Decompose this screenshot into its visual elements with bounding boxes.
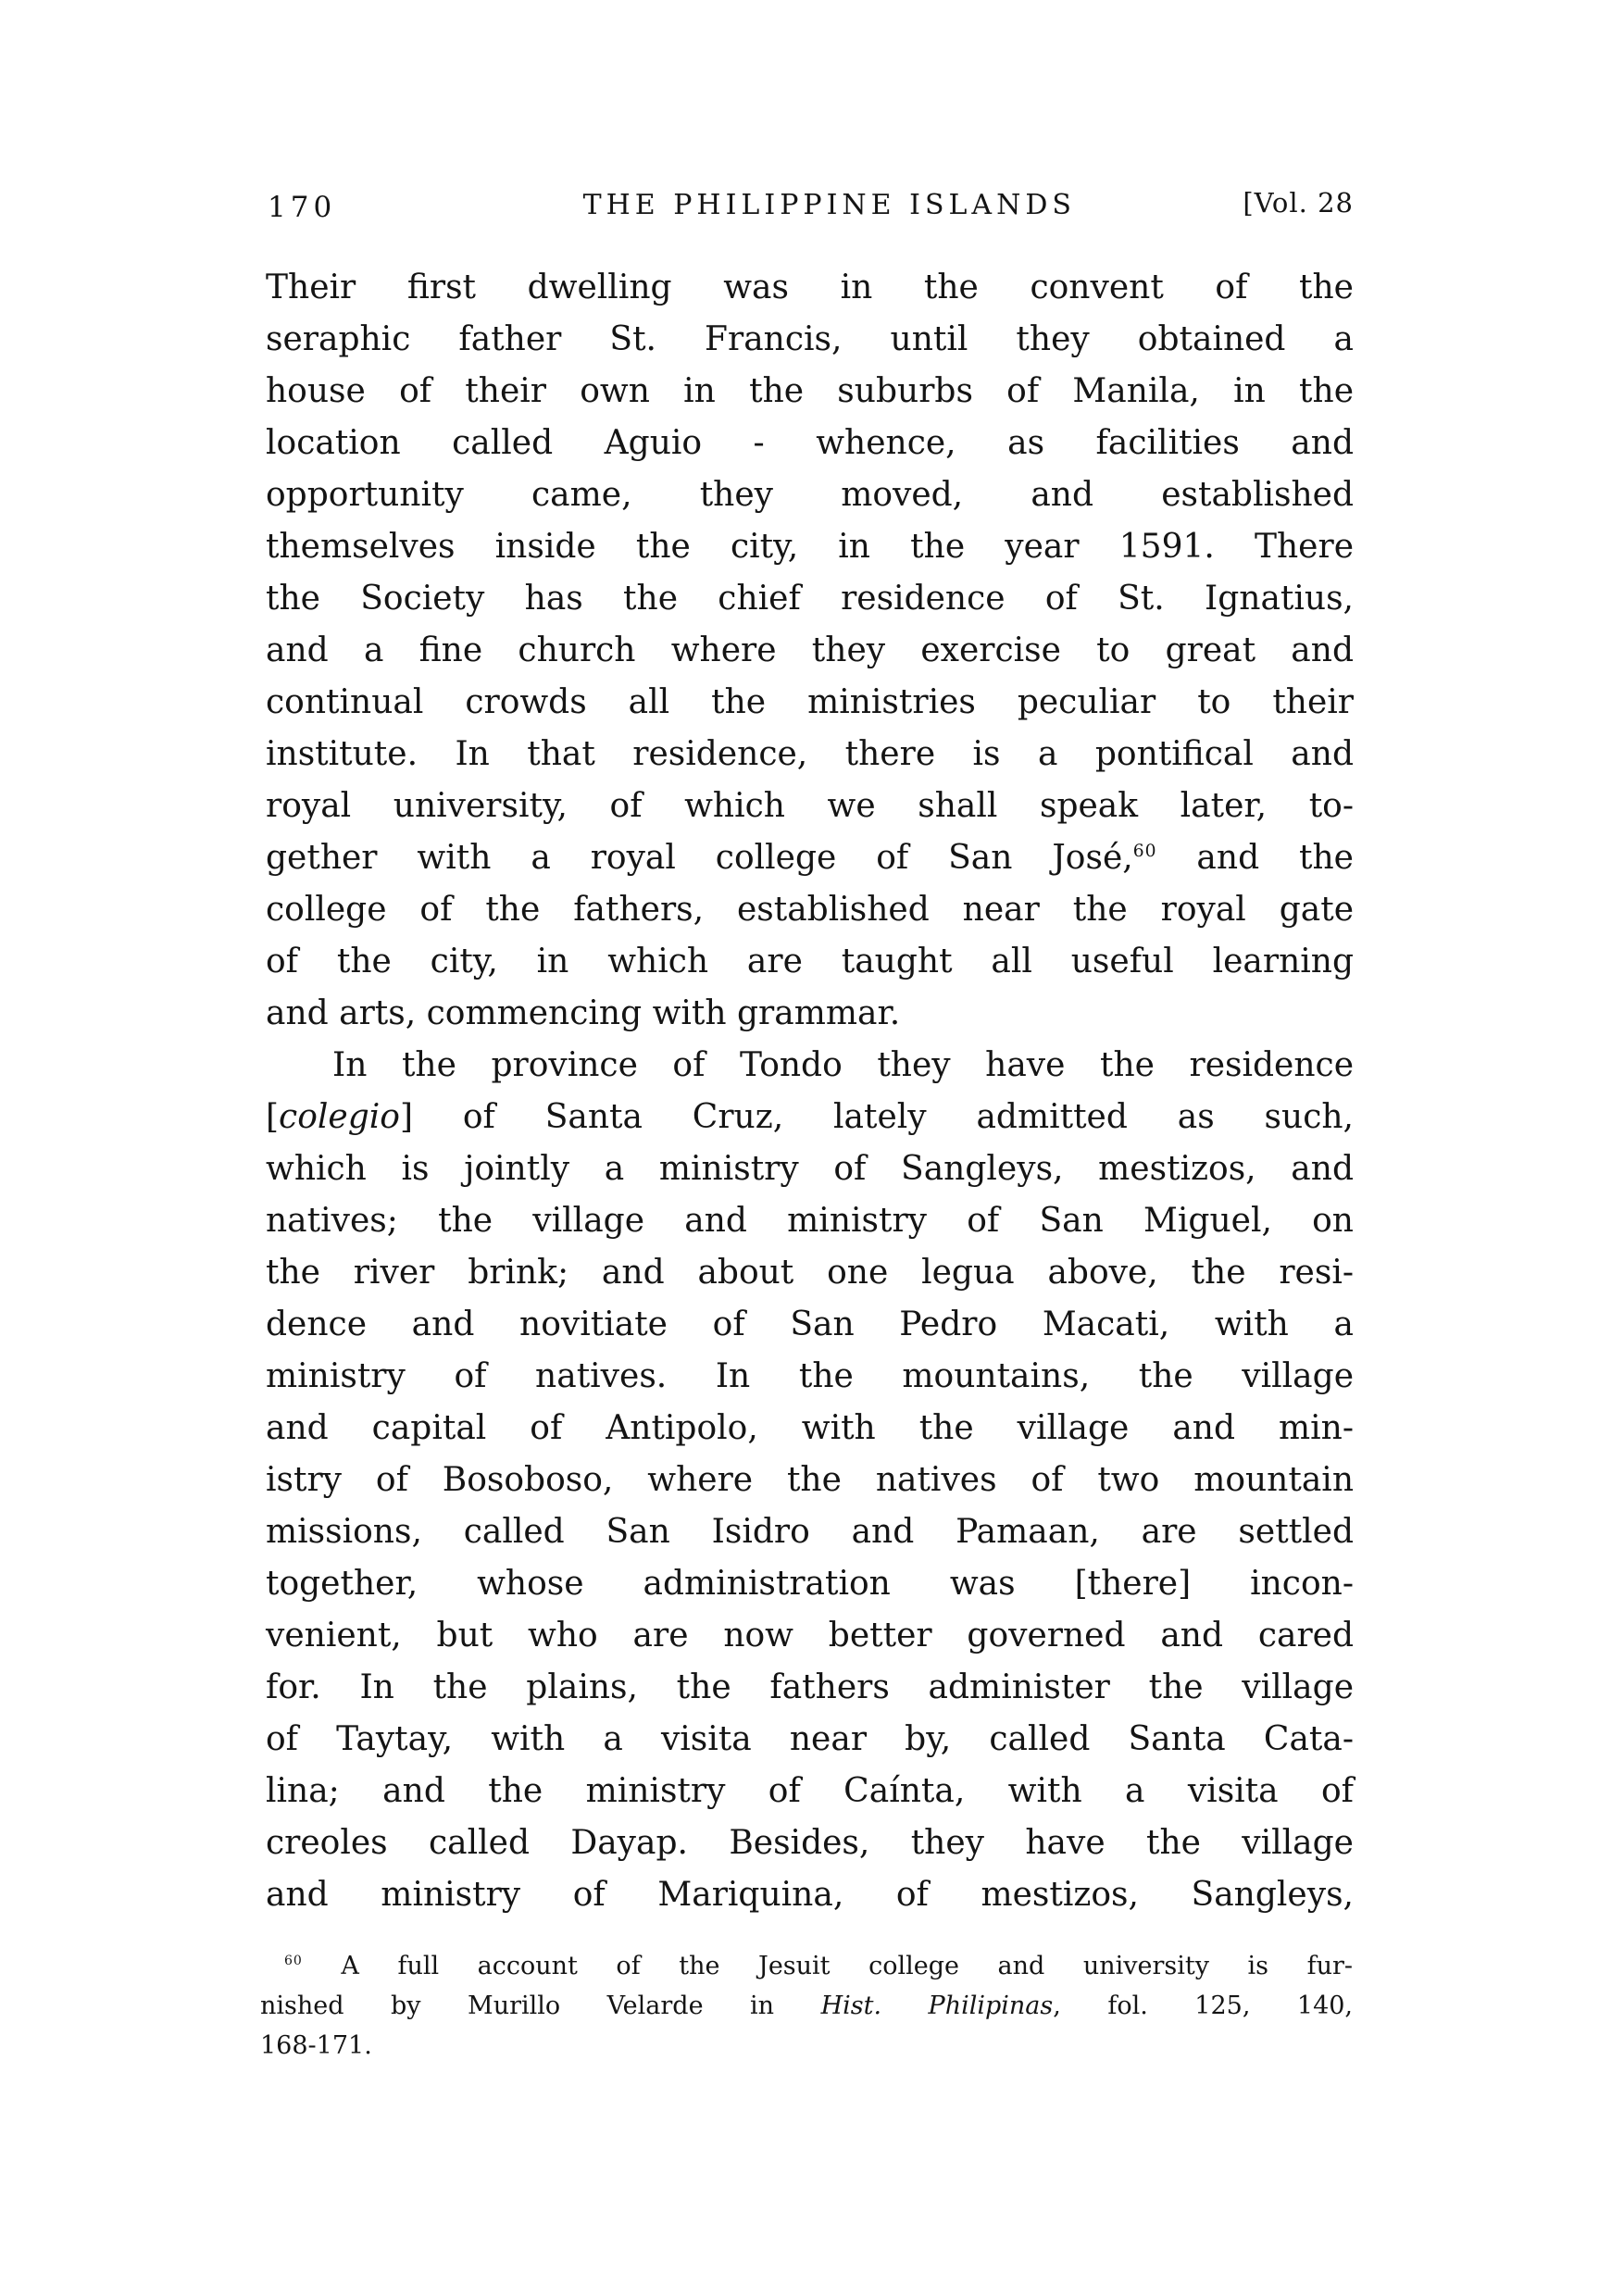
body-text xyxy=(266,262,1354,1921)
footnote xyxy=(260,1946,1353,2066)
text-line xyxy=(266,1351,1354,1403)
text-line xyxy=(266,1506,1354,1558)
text-line xyxy=(266,1610,1354,1662)
text-line xyxy=(266,1299,1354,1351)
text-line xyxy=(266,988,1354,1040)
text-segment: and arts, commencing with grammar. xyxy=(266,994,901,1032)
text-segment: and a fine church where they exercise to great and xyxy=(266,631,1354,669)
text-segment: which is jointly a ministry of Sangleys, mestizos, and xyxy=(266,1150,1354,1188)
text-line xyxy=(266,1455,1354,1506)
text-line xyxy=(266,366,1354,418)
text-line xyxy=(266,1558,1354,1610)
footnote-marker: 60 xyxy=(284,1954,303,1968)
text-line xyxy=(266,832,1354,884)
text-segment: themselves inside the city, in the year 1591. There xyxy=(266,528,1354,566)
text-segment: location called Aguio - whence, as facilities and xyxy=(266,424,1354,462)
text-segment: A full account of the Jesuit college and university is fur- xyxy=(302,1952,1353,1980)
text-line xyxy=(266,1092,1354,1143)
text-segment: seraphic father St. Francis, until they obtained a xyxy=(266,320,1354,358)
text-segment: dence and novitiate of San Pedro Macati, with a xyxy=(266,1305,1354,1343)
text-segment: , fol. 125, 140, xyxy=(1053,1992,1354,2020)
text-line xyxy=(266,780,1354,832)
text-segment: gether with a royal college of San José, xyxy=(266,839,1133,877)
text-segment: the Society has the chief residence of St. Ignatius, xyxy=(266,580,1354,618)
italic-text: colegio xyxy=(279,1098,400,1136)
text-line xyxy=(266,1714,1354,1766)
text-line xyxy=(266,625,1354,677)
page-header xyxy=(266,185,1354,230)
text-segment: the river brink; and about one legua above, the resi- xyxy=(266,1254,1354,1292)
text-segment: and capital of Antipolo, with the village and min- xyxy=(266,1409,1354,1447)
text-segment: royal university, of which we shall speak later, to- xyxy=(266,787,1354,825)
text-segment: [ xyxy=(266,1098,280,1136)
text-segment: together, whose administration was [there] incon- xyxy=(266,1565,1354,1603)
text-line xyxy=(266,1040,1354,1092)
text-line xyxy=(266,1195,1354,1247)
text-segment: college of the fathers, established near the royal gate xyxy=(266,891,1354,929)
text-segment: for. In the plains, the fathers administer the village xyxy=(266,1668,1354,1706)
footnote-line xyxy=(260,2026,1353,2066)
text-segment: venient, but who are now better governed and cared xyxy=(266,1617,1354,1654)
text-segment: of the city, in which are taught all useful learning xyxy=(266,943,1354,980)
text-segment: house of their own in the suburbs of Manila, in the xyxy=(266,372,1354,410)
text-segment: In the province of Tondo they have the residence xyxy=(332,1046,1354,1084)
text-segment: missions, called San Isidro and Pamaan, are settled xyxy=(266,1513,1354,1551)
text-line xyxy=(266,521,1354,573)
footnote-marker: 60 xyxy=(1132,842,1157,861)
footnote-line xyxy=(260,1986,1353,2026)
volume-label: [Vol. 28 xyxy=(1243,187,1354,219)
text-segment: 168-171. xyxy=(260,2031,372,2060)
text-segment: ] of Santa Cruz, lately admitted as such, xyxy=(399,1098,1354,1136)
footnote-line xyxy=(260,1946,1353,1986)
text-segment: and ministry of Mariquina, of mestizos, Sangleys, xyxy=(266,1876,1354,1914)
text-line xyxy=(266,262,1354,314)
text-line xyxy=(266,418,1354,469)
text-line xyxy=(266,677,1354,729)
text-segment: of Taytay, with a visita near by, called Santa Cata- xyxy=(266,1720,1354,1758)
text-segment: ministry of natives. In the mountains, the village xyxy=(266,1357,1354,1395)
text-segment: istry of Bosoboso, where the natives of two mountain xyxy=(266,1461,1354,1499)
text-line xyxy=(266,936,1354,988)
text-line xyxy=(266,573,1354,625)
text-segment: natives; the village and ministry of San Miguel, on xyxy=(266,1202,1354,1240)
text-segment: Their first dwelling was in the convent of the xyxy=(266,268,1354,306)
text-line xyxy=(266,729,1354,780)
text-line xyxy=(266,1143,1354,1195)
text-segment: institute. In that residence, there is a pontifical and xyxy=(266,735,1354,773)
text-segment: nished by Murillo Velarde in xyxy=(260,1992,821,2020)
page-number: 170 xyxy=(268,191,337,224)
text-line xyxy=(266,314,1354,366)
text-line xyxy=(266,1247,1354,1299)
italic-text: Hist. Philipinas xyxy=(820,1992,1054,2020)
text-line xyxy=(266,1869,1354,1921)
text-line xyxy=(266,1817,1354,1869)
text-line xyxy=(266,1403,1354,1455)
text-segment: continual crowds all the ministries peculiar to their xyxy=(266,683,1354,721)
text-line xyxy=(266,884,1354,936)
text-line xyxy=(266,1766,1354,1817)
text-segment: and the xyxy=(1156,839,1354,877)
running-title: THE PHILIPPINE ISLANDS xyxy=(582,189,1076,221)
text-line xyxy=(266,1662,1354,1714)
text-segment: opportunity came, they moved, and established xyxy=(266,476,1354,514)
text-segment: creoles called Dayap. Besides, they have the village xyxy=(266,1824,1354,1862)
text-line xyxy=(266,469,1354,521)
text-segment: lina; and the ministry of Caínta, with a visita of xyxy=(266,1772,1354,1810)
